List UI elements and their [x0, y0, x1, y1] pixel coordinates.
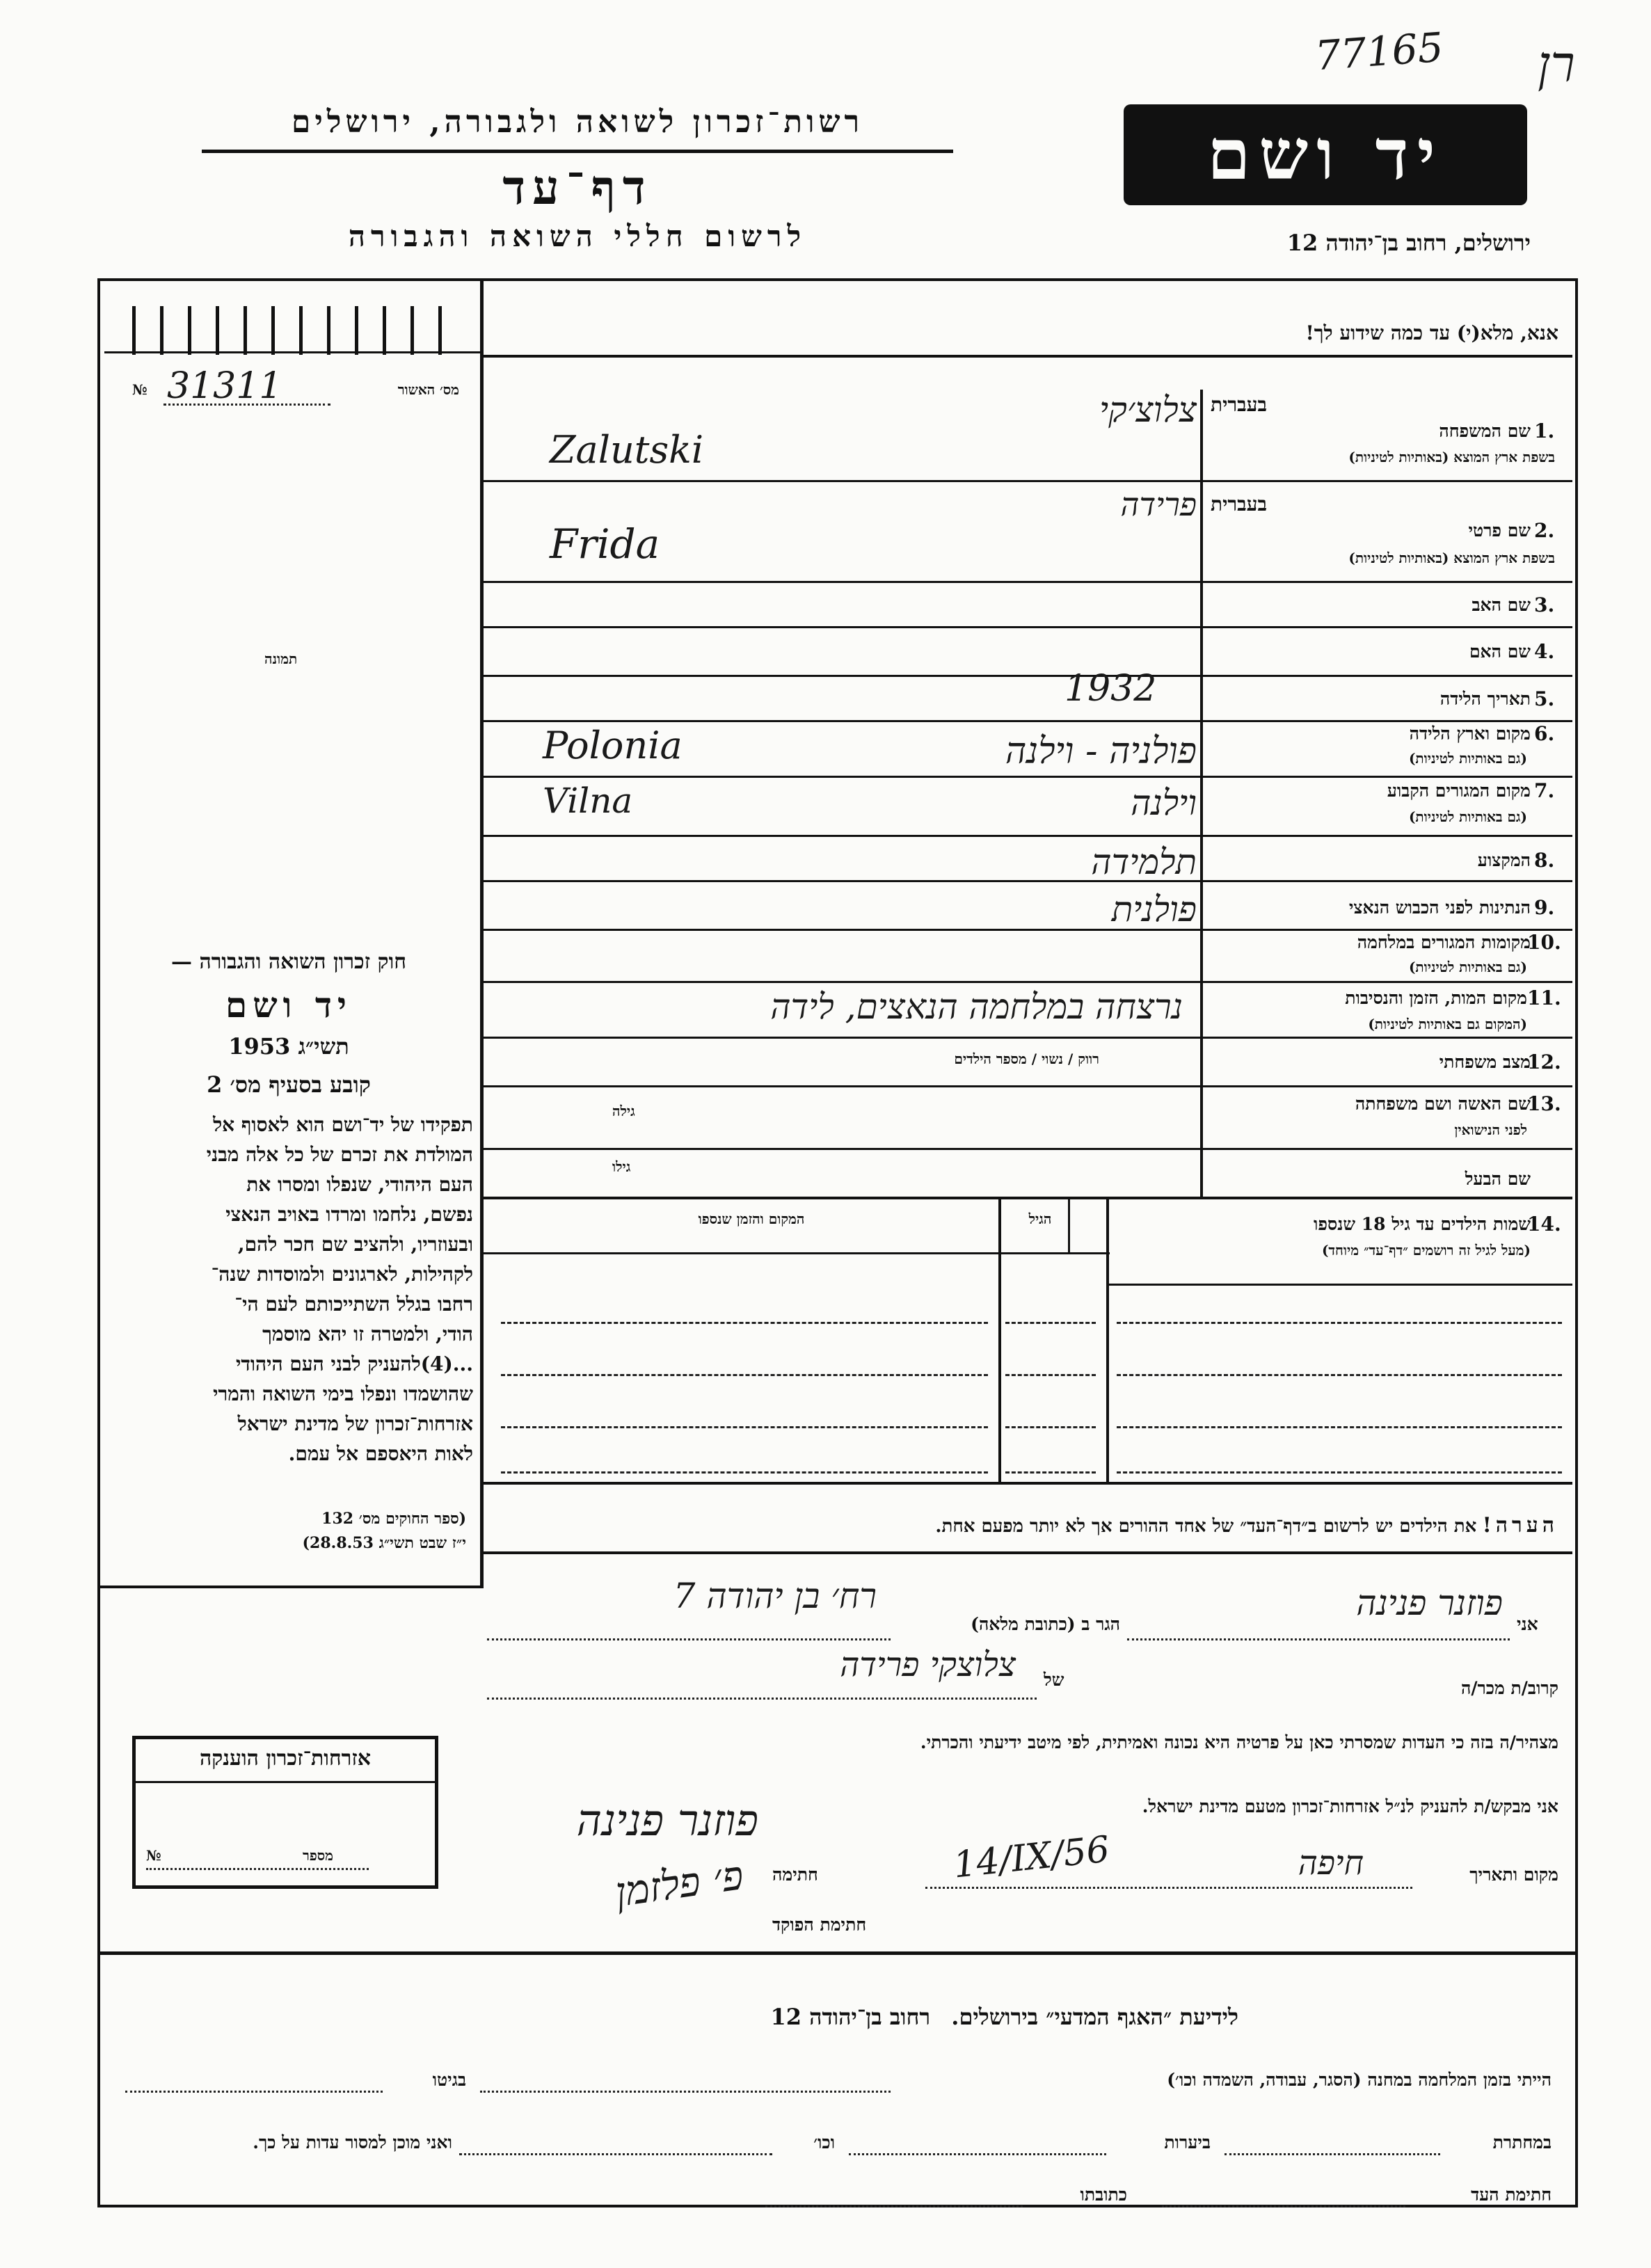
- signature-value[interactable]: פוזנר פנינה: [576, 1795, 758, 1846]
- birthdate-value[interactable]: 1932: [1064, 668, 1157, 710]
- approval-no-symbol: №: [132, 381, 147, 398]
- declarant-name-value[interactable]: פוזנר פנינה: [1356, 1583, 1503, 1623]
- children-label: שמות הילדים עד גיל 18 שנספו: [1313, 1214, 1531, 1234]
- citizenship-box-title: אזרחות־זכרון הוענקה: [199, 1746, 372, 1771]
- doc-number: 77165: [1313, 23, 1445, 80]
- note-row: [487, 1513, 1558, 1538]
- place-date-label: מקום ותאריך: [1469, 1864, 1558, 1885]
- note-label: הערה!: [1482, 1513, 1558, 1538]
- law-title: חוק זכרון השואה והגבורה —: [171, 950, 406, 974]
- approval-number[interactable]: 31311: [167, 365, 282, 407]
- residence-latin-value[interactable]: Vilna: [543, 781, 633, 821]
- husband-label: שם הבעל: [1465, 1169, 1531, 1189]
- approval-label: מס׳ האשור: [397, 381, 459, 398]
- footer-notice-address: רחוב בן־יהודה 12: [770, 2004, 931, 2030]
- law-year: תשי״ג 1953: [228, 1033, 349, 1060]
- perforation-marks: [132, 306, 459, 355]
- date-value[interactable]: 14/IX/56: [951, 1828, 1112, 1887]
- officer-signature-label: חתימת הפוקד: [772, 1915, 867, 1935]
- footer-notice-title: לידיעת ״האגף המדעי״ בירושלים.: [951, 2004, 1238, 2030]
- hebrew-label-2: בעברית: [1211, 493, 1268, 516]
- citizenship-box-no-symbol: №: [146, 1847, 161, 1864]
- law-name: יד ושם: [225, 984, 352, 1025]
- address-label: הגר ב (כתובת מלאה): [971, 1614, 1120, 1634]
- surname-hebrew-value[interactable]: צלוצ׳קי: [1099, 390, 1197, 430]
- authority-name: רשות־זכרון לשואה ולגבורה, ירושלים: [291, 104, 864, 140]
- declarant-i-label: אני: [1517, 1614, 1538, 1634]
- request: אני מבקש/ת להעניק לנ״ל אזרחות־זכרון מטעם מדינת ישראל.: [1142, 1796, 1558, 1816]
- note-text: את הילדים יש לרשום ב״דף־העד״ של אחד ההורים אך לא יותר מפעם אחת.: [935, 1516, 1477, 1537]
- signature-label: חתימה: [772, 1864, 818, 1885]
- law-reference-1: (ספר החוקים מס׳ 132: [321, 1510, 466, 1528]
- firstname-hebrew-value[interactable]: פרידה: [1120, 486, 1197, 523]
- children-col-age: הגיל: [1028, 1211, 1052, 1227]
- form-subtitle: לרשום חללי השואה והגבורה: [348, 219, 807, 253]
- birthplace-hebrew-value[interactable]: פולניה - וילנה: [1005, 730, 1197, 772]
- address-value[interactable]: רח׳ בן יהודה 7: [673, 1576, 877, 1616]
- statement: מצהיר/ה בזה כי העדות שמסרתי כאן על פרטיה היא נכונה ואמיתית, לפי מיטב ידיעתי והכרתי.: [920, 1732, 1558, 1752]
- birth-label: גילה: [612, 1103, 635, 1119]
- photo-label: תמונה: [264, 650, 298, 667]
- children-num: 14.: [1527, 1213, 1561, 1236]
- profession-value[interactable]: תלמידה: [1091, 842, 1197, 882]
- yad-vashem-logo: יד ושם: [1124, 104, 1527, 205]
- death-place-value[interactable]: נרצחה במלחמה הנאצים, לידה: [770, 987, 1183, 1027]
- firstname-latin-value[interactable]: Frida: [550, 520, 660, 568]
- surname-latin-value[interactable]: Zalutski: [550, 428, 704, 472]
- citizenship-box: [132, 1736, 438, 1889]
- residence-hebrew-value[interactable]: וילנה: [1131, 783, 1197, 823]
- birthplace-latin-value[interactable]: Polonia: [543, 724, 683, 767]
- hebrew-label-1: בעברית: [1211, 393, 1268, 416]
- law-reference-2: י״ז שבט תשי״ג 28.8.53): [302, 1534, 466, 1552]
- relative-label: קרוב/ת מכר/ה: [1460, 1678, 1558, 1698]
- of-label: של: [1044, 1670, 1064, 1690]
- marital-options: רווק / נשוי / מספר הילדים: [954, 1051, 1099, 1067]
- children-col-place: המקום והזמן שנספו: [698, 1211, 805, 1227]
- corner-mark: רן: [1538, 35, 1575, 93]
- citizenship-box-no-label: מספר: [303, 1847, 333, 1864]
- instruction: אנא, מלא(י) עד כמה שידוע לך!: [1305, 321, 1558, 344]
- children-sub: (מעל לגיל זה רושמים ״דף־עד״ מיוחד): [1321, 1242, 1531, 1259]
- header-address: ירושלים, רחוב בן־יהודה 12: [1286, 230, 1531, 256]
- form-title: דף־עד: [502, 160, 653, 216]
- place-value[interactable]: חיפה: [1298, 1844, 1364, 1883]
- age-label: גילו: [612, 1158, 631, 1175]
- of-value[interactable]: צלוצקי פרידה: [840, 1645, 1016, 1684]
- citizenship-value[interactable]: פולנית: [1111, 889, 1197, 929]
- officer-signature-value[interactable]: פ׳ פלזמן: [612, 1851, 747, 1917]
- law-text: תפקידו של יד־ושם הוא לאסוף אל המולדת את זכרם של כל אלה מבני העם היהודי, שנפלו ומסרו את נפשם, נלחמו ומרדו באויב הנאצי ובעוזריו, ולהציב שם חכר להם, לקהילות, לארגונים ולמוסדות שנה־ רחבו בגלל השתייכותם לעם הי־ הודי, ולמטרה זו יהא מוסמך ...(4)להעניק לבני העם היהודי שהושמדו ונפלו בימי השואה והמרי אזרחות־זכרון של מדינת ישראל לאות היאספם אל עמם.: [206, 1113, 473, 1465]
- authority-underline: [202, 150, 953, 153]
- footer-notice: [417, 2004, 1238, 2030]
- law-section: קובע בסעיף מס׳ 2: [207, 1071, 371, 1098]
